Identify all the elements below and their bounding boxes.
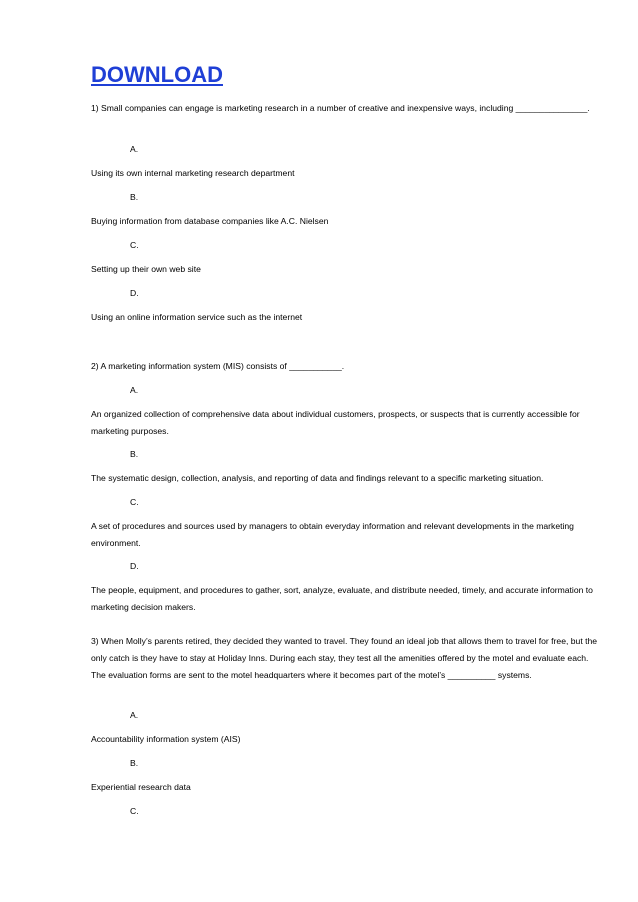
question-2-option-b-text: The systematic design, collection, analysis, and reporting of data and findings relevant to a specific marketing situation.: [91, 473, 544, 483]
question-2-option-b-letter: B.: [130, 449, 139, 459]
question-3-option-b-letter: B.: [130, 758, 139, 768]
question-2-option-d-letter: D.: [130, 561, 139, 571]
question-1-option-d-letter: D.: [130, 288, 139, 298]
question-3-option-b-text: Experiential research data: [91, 782, 191, 792]
question-3-text: 3) When Molly’s parents retired, they decided they wanted to travel. They found an ideal job that allows them to travel for free, but the only catch is they have to stay at Holiday Inns. During each stay, they test all the amenities offered by the motel and evaluate each. The evaluation forms are sent to the motel headquarters where it becomes part of the motel’s __________ systems.: [91, 636, 598, 680]
question-1-option-b-letter: B.: [130, 192, 139, 202]
question-2-text: 2) A marketing information system (MIS) consists of ___________.: [91, 361, 345, 371]
question-1-option-a-letter: A.: [130, 144, 139, 154]
question-2-option-c-text: A set of procedures and sources used by managers to obtain everyday information and relevant developments in the marketing environment.: [91, 521, 574, 548]
download-link[interactable]: DOWNLOAD: [91, 62, 223, 87]
question-1-text: 1) Small companies can engage is marketing research in a number of creative and inexpensive ways, including _______________.: [91, 103, 590, 113]
question-2-option-a-text: An organized collection of comprehensive data about individual customers, prospects, or suspects that is currently accessible for marketing purposes.: [91, 409, 580, 436]
question-2-option-c-letter: C.: [130, 497, 139, 507]
question-2-option-d-text: The people, equipment, and procedures to gather, sort, analyze, evaluate, and distribute needed, timely, and accurate information to marketing decision makers.: [91, 585, 593, 612]
question-3-option-a-letter: A.: [130, 710, 139, 720]
question-1-option-d-text: Using an online information service such as the internet: [91, 312, 303, 322]
question-1-option-b-text: Buying information from database companies like A.C. Nielsen: [91, 216, 329, 226]
question-2-option-a-letter: A.: [130, 385, 139, 395]
question-3-option-a-text: Accountability information system (AIS): [91, 734, 241, 744]
question-3-option-c-letter: C.: [130, 806, 139, 816]
question-1-option-a-text: Using its own internal marketing research department: [91, 168, 295, 178]
question-1-option-c-text: Setting up their own web site: [91, 264, 201, 274]
question-1-option-c-letter: C.: [130, 240, 139, 250]
